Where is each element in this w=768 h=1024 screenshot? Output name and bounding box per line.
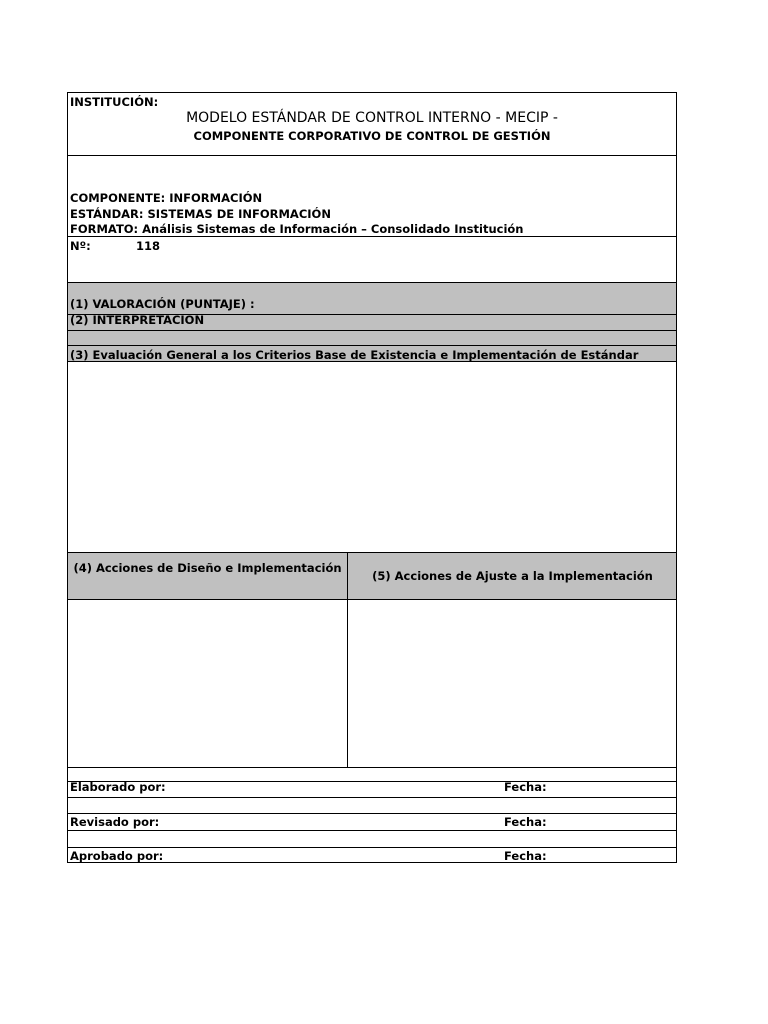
- revisado-line: [68, 830, 676, 831]
- interpretacion-label: (2) INTERPRETACION: [70, 313, 205, 327]
- acciones-ajuste-body[interactable]: [348, 600, 676, 767]
- elaborado-fecha-label: Fecha:: [504, 780, 547, 794]
- blank-band: [68, 331, 676, 345]
- estandar-label: ESTÁNDAR: SISTEMAS DE INFORMACIÓN: [70, 207, 331, 221]
- numero-label: Nº:: [70, 239, 91, 253]
- elaborado-line: [68, 797, 676, 798]
- form-subtitle: COMPONENTE CORPORATIVO DE CONTROL DE GESTIÓN: [193, 129, 551, 143]
- acciones-ajuste-header: (5) Acciones de Ajuste a la Implementación: [372, 569, 653, 583]
- mecip-form: [67, 92, 677, 863]
- institucion-label: INSTITUCIÓN:: [70, 95, 159, 109]
- valoracion-label: (1) VALORACIÓN (PUNTAJE) :: [70, 297, 255, 311]
- evaluacion-label: (3) Evaluación General a los Criterios Base de Existencia e Implementación de Estándar: [70, 348, 639, 362]
- numero-value: 118: [136, 239, 161, 253]
- form-title: MODELO ESTÁNDAR DE CONTROL INTERNO - MECIP -: [186, 110, 558, 126]
- header-divider: [68, 155, 676, 156]
- signature-spacer-line-3: [68, 847, 676, 848]
- info-divider: [68, 236, 676, 237]
- evaluacion-body[interactable]: [68, 362, 676, 552]
- acciones-bottom-line: [68, 767, 676, 768]
- revisado-fecha-label: Fecha:: [504, 815, 547, 829]
- formato-label: FORMATO: Análisis Sistemas de Información – Consolidado Institución: [70, 222, 524, 236]
- componente-label: COMPONENTE: INFORMACIÓN: [70, 191, 263, 205]
- revisado-label: Revisado por:: [70, 815, 160, 829]
- aprobado-fecha-label: Fecha:: [504, 849, 547, 863]
- acciones-diseno-body[interactable]: [68, 600, 347, 767]
- elaborado-label: Elaborado por:: [70, 780, 166, 794]
- signature-spacer-line-2: [68, 813, 676, 814]
- acciones-diseno-header: (4) Acciones de Diseño e Implementación: [73, 561, 342, 575]
- aprobado-label: Aprobado por:: [70, 849, 164, 863]
